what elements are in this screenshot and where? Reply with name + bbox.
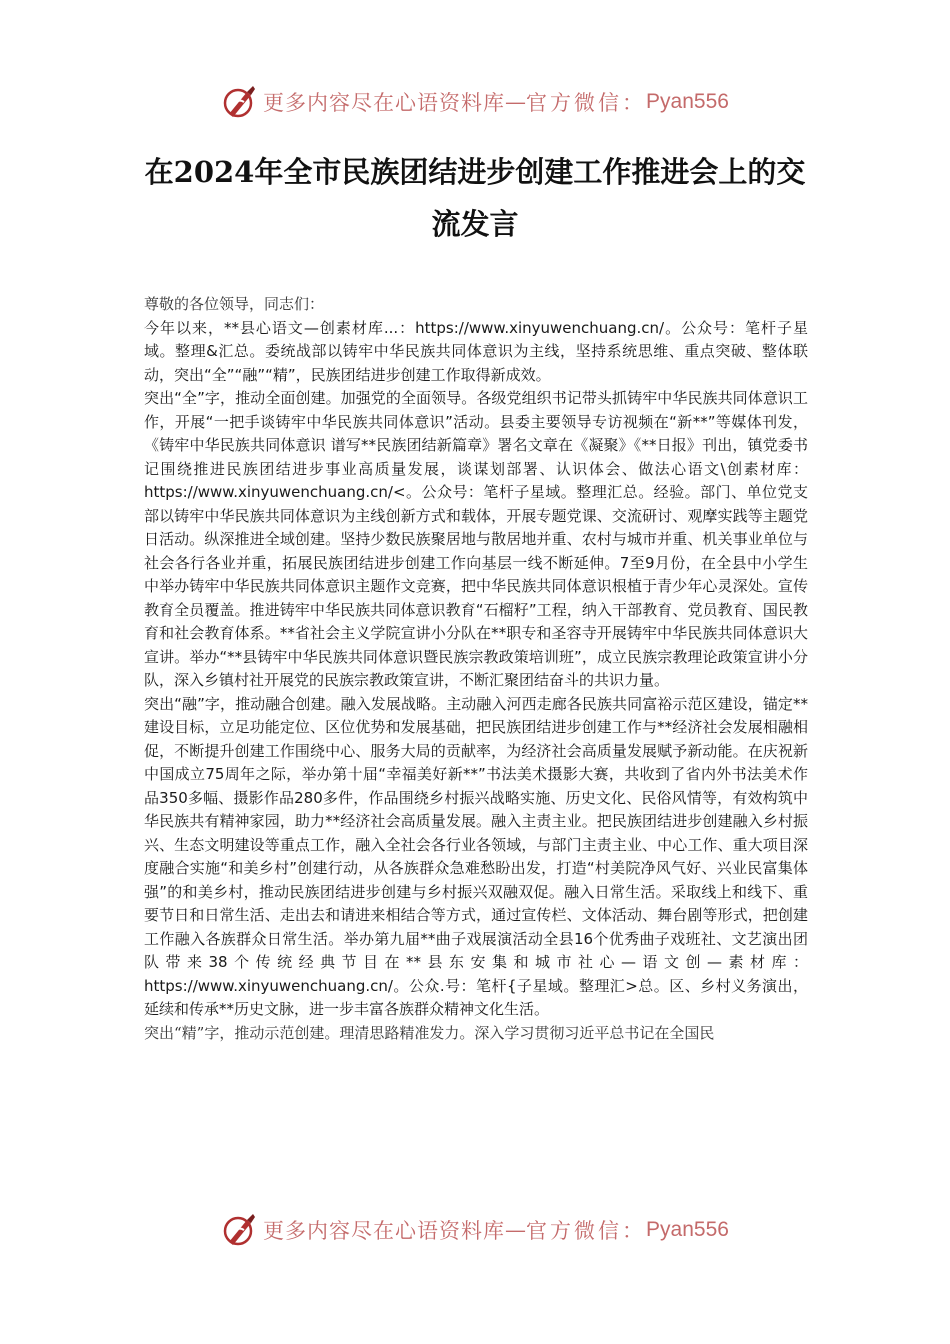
- banner-wechat-id: Pyan556: [646, 90, 729, 113]
- pen-logo-icon: [221, 1212, 257, 1248]
- document-title: 在2024年全市民族团结进步创建工作推进会上的交流发言: [144, 155, 806, 241]
- footer-banner: [0, 1210, 950, 1250]
- header-banner: [0, 82, 950, 122]
- banner-wechat-label: 官方微信：: [526, 1219, 647, 1243]
- document-body: [144, 293, 808, 1045]
- paragraph-intro: 今年以来，**县心语文—创素材库...：https://www.xinyuwenchuang.cn/。公众号：笔杆子星域。整理&汇总。委统战部以铸牢中华民族共同体意识为主线，坚持系统思维、重点突破、整体联动，突出“全”“融”“精”，民族团结进步创建工作取得新成效。: [144, 318, 808, 384]
- banner-separator: —: [505, 90, 527, 114]
- banner-text: 更多内容尽在心语资料库: [263, 91, 506, 115]
- banner-text: 更多内容尽在心语资料库: [263, 1219, 506, 1243]
- paragraph-jing: 突出“精”字，推动示范创建。理清思路精准发力。深入学习贯彻习近平总书记在全国民: [144, 1023, 715, 1042]
- salutation: 尊敬的各位领导，同志们：: [144, 295, 325, 313]
- banner-separator: —: [505, 1218, 527, 1242]
- pen-logo-icon: [221, 84, 257, 120]
- banner-wechat-id: Pyan556: [646, 1218, 729, 1241]
- banner-wechat-label: 官方微信：: [526, 91, 647, 115]
- paragraph-rong: 突出“融”字，推动融合创建。融入发展战略。主动融入河西走廊各民族共同富裕示范区建设，锚定**建设目标，立足功能定位、区位优势和发展基础，把民族团结进步创建工作与**经济社会发展相融相促，不断提升创建工作围绕中心、服务大局的贡献率，为经济社会高质量发展赋予新动能。在庆祝新中国成立75周年之际，举办第十届“幸福美好新**”书法美术摄影大赛，共收到了省内外书法美术作品350多幅、摄影作品280多件，作品围绕乡村振兴战略实施、历史文化、民俗风情等，有效构筑中华民族共有精神家园，助力**经济社会高质量发展。融入主责主业。把民族团结进步创建融入乡村振兴、生态文明建设等重点工作，融入全社会各行业各领域，与部门主责主业、中心工作、重大项目深度融合实施“和美乡村”创建行动，从各族群众急难愁盼出发，打造“村美院净风气好、兴业民富集体强”的和美乡村，推动民族团结进步创建与乡村振兴双融双促。融入日常生活。采取线上和线下、重要节日和日常生活、走出去和请进来相结合等方式，通过宣传栏、文体活动、舞台剧等形式，把创建工作融入各族群众日常生活。举办第九届**曲子戏展演活动全县16个优秀曲子戏班社、文艺演出团队带来38个传统经典节目在**县东安集和城市社心—语文创—素材库：https://www.xinyuwenchuang.cn/。公众.号：笔杆{子星域。整理汇>总。区、乡村义务演出，延续和传承**历史文脉，进一步丰富各族群众精神文化生活。: [144, 694, 808, 1018]
- paragraph-quan: 突出“全”字，推动全面创建。加强党的全面领导。各级党组织书记带头抓铸牢中华民族共同体意识工作，开展“一把手谈铸牢中华民族共同体意识”活动。县委主要领导专访视频在“新**”等媒体刊发，《铸牢中华民族共同体意识 谱写**民族团结新篇章》署名文章在《凝聚》《**日报》刊出，镇党委书记围绕推进民族团结进步事业高质量发展，谈谋划部署、认识体会、做法心语文\创素材库：https://www.xinyuwenchuang.cn/<。公众号：笔杆子星域。整理汇总。经验。部门、单位党支部以铸牢中华民族共同体意识为主线创新方式和载体，开展专题党课、交流研讨、观摩实践等主题党日活动。纵深推进全域创建。坚持少数民族聚居地与散居地并重、农村与城市并重、机关事业单位与社会各行各业并重，拓展民族团结进步创建工作向基层一线不断延伸。7至9月份，在全县中小学生中举办铸牢中华民族共同体意识主题作文竞赛，把中华民族共同体意识根植于青少年心灵深处。宣传教育全员覆盖。推进铸牢中华民族共同体意识教育“石榴籽”工程，纳入干部教育、党员教育、国民教育和社会教育体系。**省社会主义学院宣讲小分队在**职专和圣容寺开展铸牢中华民族共同体意识大宣讲。举办“**县铸牢中华民族共同体意识暨民族宗教政策培训班”，成立民族宗教理论政策宣讲小分队，深入乡镇村社开展党的民族宗教政策宣讲，不断汇聚团结奋斗的共识力量。: [144, 389, 808, 689]
